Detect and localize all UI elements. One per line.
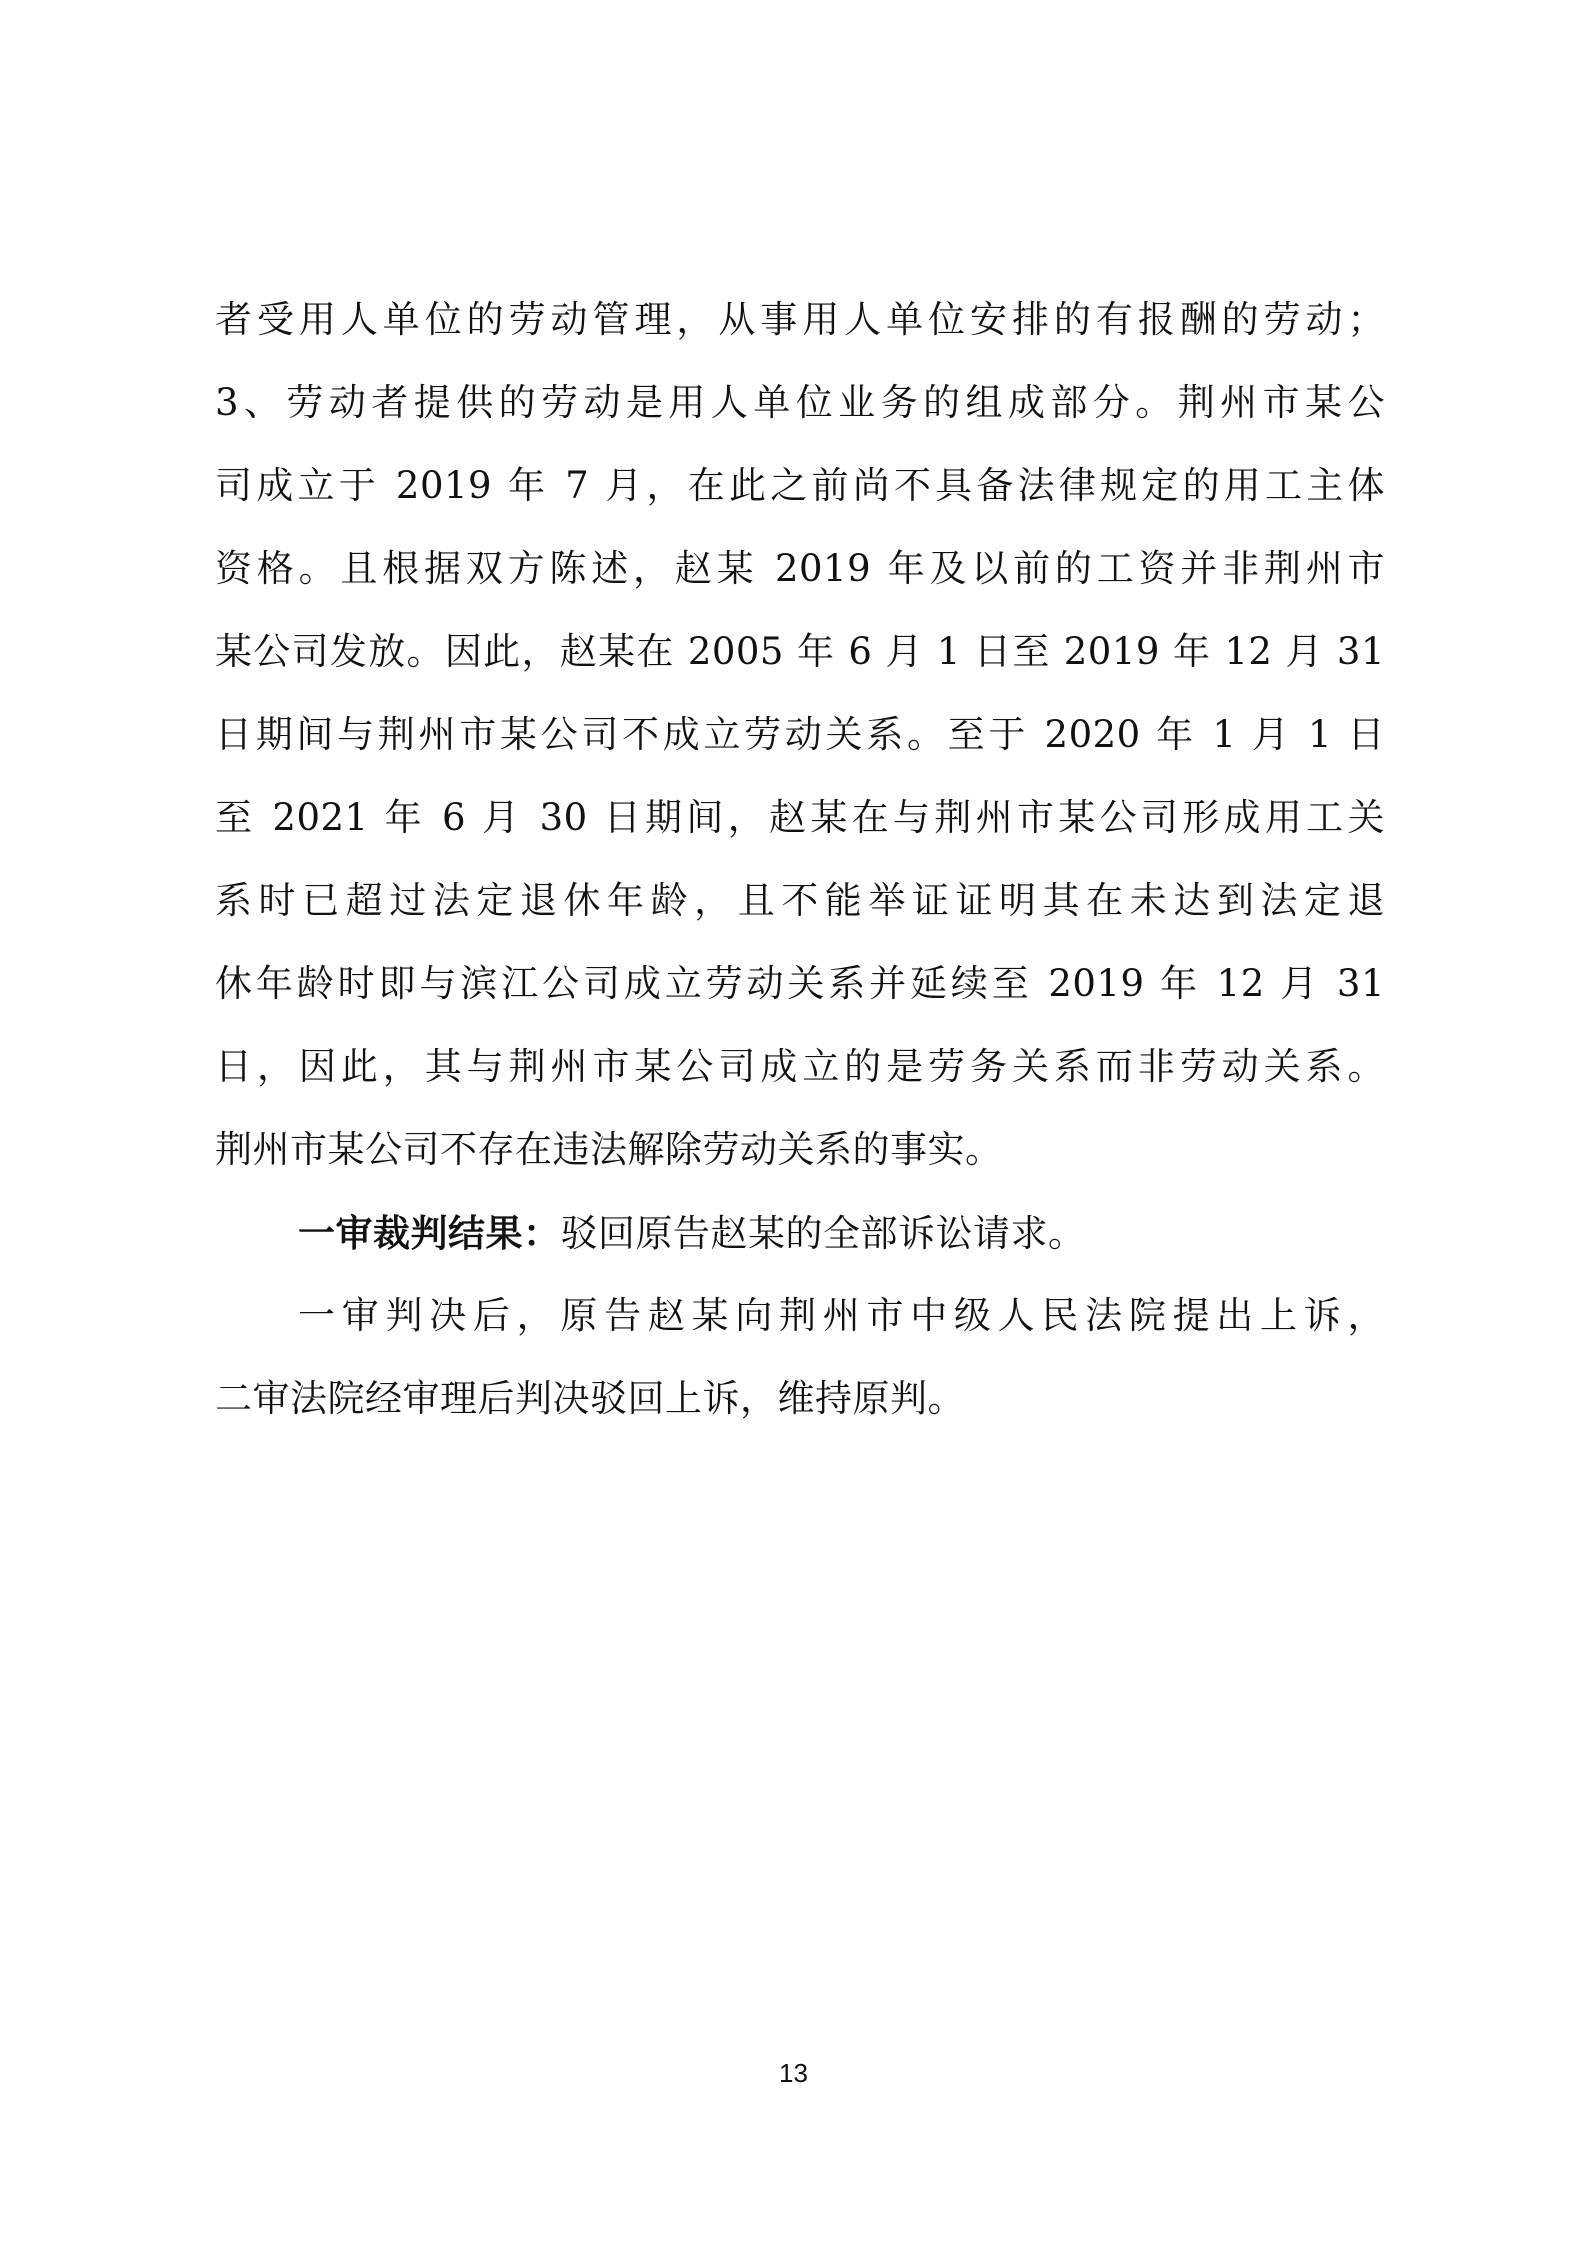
body-line-3: 司成立于 2019 年 7 月，在此之前尚不具备法律规定的用工主体 xyxy=(215,464,1385,507)
body-line-8: 系时已超过法定退休年龄，且不能举证证明其在未达到法定退 xyxy=(215,879,1385,922)
body-line-4: 资格。且根据双方陈述，赵某 2019 年及以前的工资并非荆州市 xyxy=(215,547,1385,590)
judgment-text: 驳回原告赵某的全部诉讼请求。 xyxy=(560,1212,1086,1255)
body-line-2: 3、劳动者提供的劳动是用人单位业务的组成部分。荆州市某公 xyxy=(215,381,1385,424)
body-line-10: 日，因此，其与荆州市某公司成立的是劳务关系而非劳动关系。 xyxy=(215,1045,1385,1088)
judgment-paragraph xyxy=(298,1203,1385,1263)
body-line-6: 日期间与荆州市某公司不成立劳动关系。至于 2020 年 1 月 1 日 xyxy=(215,713,1385,756)
body-line-1: 者受用人单位的劳动管理，从事用人单位安排的有报酬的劳动； xyxy=(215,298,1385,341)
judgment-label: 一审裁判结果： xyxy=(298,1211,561,1255)
body-line-9: 休年龄时即与滨江公司成立劳动关系并延续至 2019 年 12 月 31 xyxy=(215,962,1385,1005)
body-line-7: 至 2021 年 6 月 30 日期间，赵某在与荆州市某公司形成用工关 xyxy=(215,796,1385,839)
body-line-11: 荆州市某公司不存在违法解除劳动关系的事实。 xyxy=(215,1128,1003,1171)
appeal-line-1: 一审判决后，原告赵某向荆州市中级人民法院提出上诉， xyxy=(298,1294,1385,1337)
body-line-5: 某公司发放。因此，赵某在 2005 年 6 月 1 日至 2019 年 12 月 31 xyxy=(215,630,1385,673)
page-number: 13 xyxy=(779,2058,808,2088)
appeal-line-2: 二审法院经审理后判决驳回上诉，维持原判。 xyxy=(215,1377,965,1420)
